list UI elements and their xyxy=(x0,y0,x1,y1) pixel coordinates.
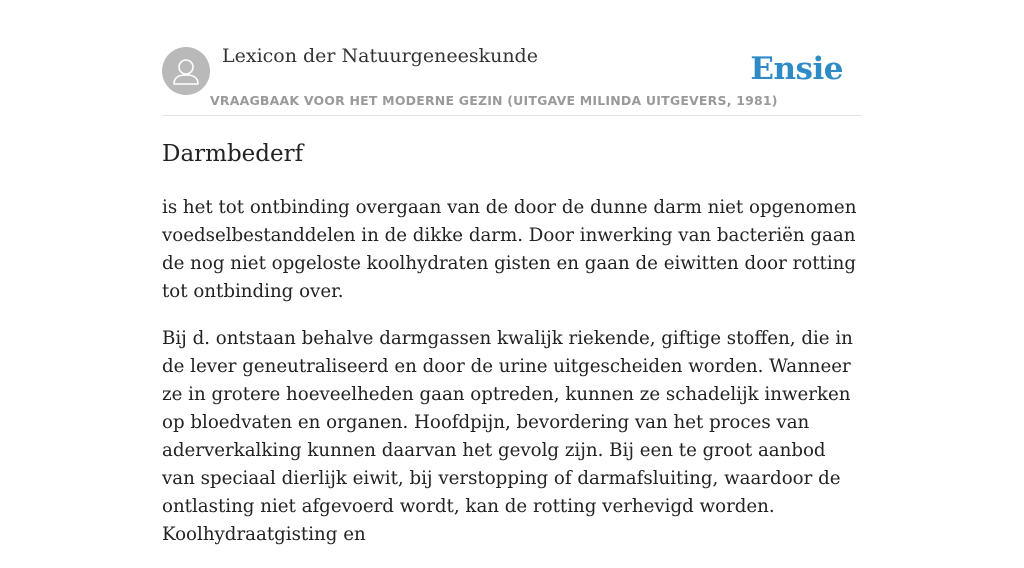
article-paragraph-1: is het tot ontbinding overgaan van de door de dunne darm niet opgenomen voedselbestanddelen in de dikke darm. Door inwerking van bacteriën gaan de nog niet opgeloste koolhydraten gisten en gaan de eiwitten door rotting tot ontbinding over. xyxy=(162,197,857,302)
article-paragraph-2: Bij d. ontstaan behalve darmgassen kwalijk riekende, giftige stoffen, die in de lever geneutraliseerd en door de urine uitgescheiden worden. Wanneer ze in grotere hoeveelheden gaan optreden, kunnen ze schadelijk inwerken op bloedvaten en organen. Hoofdpijn, bevordering van het proces van aderverkalking kunnen daarvan het gevolg zijn. Bij een te groot aanbod van speciaal dierlijk eiwit, bij verstopping of darmafsluiting, waardoor de ontlasting niet afgevoerd wordt, kan de rotting verhevigd worden. Koolhydraatgisting en xyxy=(162,328,853,545)
source-header xyxy=(162,0,862,116)
user-avatar-icon[interactable] xyxy=(162,47,210,95)
article-headword: Darmbederf xyxy=(162,141,304,167)
article-content xyxy=(162,136,862,568)
source-subtitle: VRAAGBAAK VOOR HET MODERNE GEZIN (UITGAVE MILINDA UITGEVERS, 1981) xyxy=(210,93,778,108)
ensie-logo-link[interactable]: Ensie xyxy=(750,51,843,87)
source-title-link[interactable]: Lexicon der Natuurgeneeskunde xyxy=(222,45,538,67)
person-icon xyxy=(162,47,210,95)
